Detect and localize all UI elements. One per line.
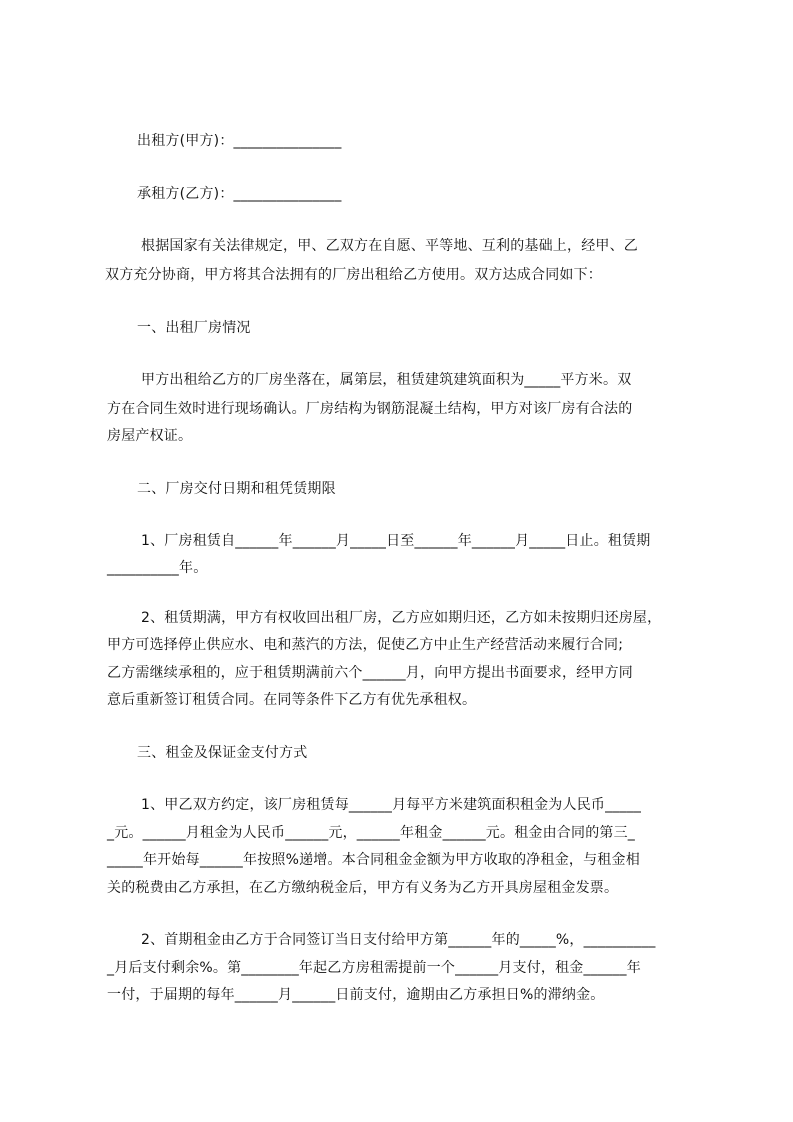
party-a-line: 出租方(甲方)：_______________ [137,133,342,149]
section-1-line-1: 甲方出租给乙方的厂房坐落在，属第层，租赁建筑建筑面积为_____平方米。双 [141,372,632,388]
section-3-item-1-line-4: 关的税费由乙方承担，在乙方缴纳税金后，甲方有义务为乙方开具房屋租金发票。 [107,880,619,896]
section-2-item-2-line-1: 2、租赁期满，甲方有权收回出租厂房，乙方应如期归还，乙方如未按期归还房屋， [141,610,662,626]
section-2-item-2-line-4: 意后重新签订租赁合同。在同等条件下乙方有优先承租权。 [107,692,477,708]
section-2-heading: 二、厂房交付日期和租凭赁期限 [137,481,336,497]
section-1-line-3: 房屋产权证。 [107,428,193,444]
section-3-heading: 三、租金及保证金支付方式 [137,745,308,761]
section-2-item-2-line-3: 乙方需继续承租的，应于租赁期满前六个______月，向甲方提出书面要求，经甲方同 [107,665,633,681]
section-3-item-1-line-2: _元。______月租金为人民币______元，______年租金______元。租金由合同的第三_ [107,825,635,841]
party-b-line: 承租方(乙方)：_______________ [137,186,342,202]
intro-line-1: 根据国家有关法律规定，甲、乙双方在自愿、平等地、互利的基础上，经甲、乙 [141,238,638,254]
section-3-item-2-line-2: _月后支付剩余%。第________年起乙方房租需提前一个______月支付，租金______年 [107,960,641,976]
section-3-item-1-line-3: _____年开始每______年按照%递增。本合同租金金额为甲方收取的净租金，与租金相 [107,852,640,868]
section-2-item-1-line-1: 1、厂房租赁自______年______月_____日至______年______月_____日止。租赁期 [141,533,651,549]
intro-line-2: 双方充分协商，甲方将其合法拥有的厂房出租给乙方使用。双方达成合同如下： [105,267,602,283]
section-2-item-1-line-2: __________年。 [107,560,208,576]
section-3-item-2-line-3: 一付，于届期的每年______月______日前支付，逾期由乙方承担日%的滞纳金。 [107,987,605,1003]
section-3-item-1-line-1: 1、甲乙双方约定，该厂房租赁每______月每平方米建筑面积租金为人民币_____ [141,797,642,813]
section-1-line-2: 方在合同生效时进行现场确认。厂房结构为钢筋混凝土结构，甲方对该厂房有合法的 [107,401,633,417]
section-3-item-2-line-1: 2、首期租金由乙方于合同签订当日支付给甲方第______年的_____%，__________ [141,932,656,948]
section-1-heading: 一、出租厂房情况 [137,320,251,336]
section-2-item-2-line-2: 甲方可选择停止供应水、电和蒸汽的方法，促使乙方中止生产经营活动来履行合同; [107,637,624,653]
